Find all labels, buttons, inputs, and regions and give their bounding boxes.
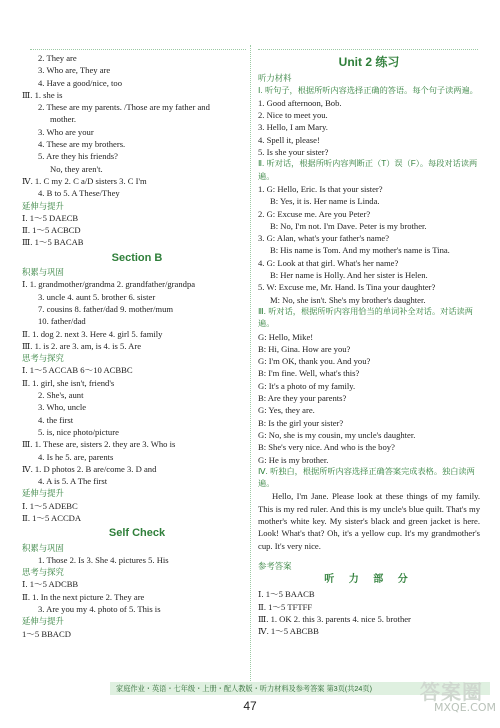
- left-line-29: 4. the first: [38, 414, 74, 425]
- left-line-7: 4. These are my brothers.: [38, 139, 126, 150]
- left-line-10: Ⅳ. 1. C my 2. C a/D sisters 3. C I'm: [22, 175, 147, 186]
- right-line-21: B: Hi, Gina. How are you?: [258, 343, 351, 354]
- watermark-text: 答案圈: [420, 680, 483, 704]
- left-line-35: 延伸与提升: [22, 488, 64, 499]
- right-line-11: 2. G: Excuse me. Are you Peter?: [258, 208, 371, 219]
- left-line-4: 2. These are my parents. /Those are my father and: [38, 102, 210, 113]
- right-line-34: 参考答案: [258, 560, 292, 571]
- right-line-12: B: No, I'm not. I'm Dave. Peter is my brother.: [270, 220, 427, 231]
- right-line-3: 1. Good afternoon, Bob.: [258, 97, 342, 108]
- right-line-13: 3. G: Alan, what's your father's name?: [258, 233, 390, 244]
- right-line-25: B: Are they your parents?: [258, 393, 347, 404]
- right-line-1: 听力材料: [258, 73, 292, 84]
- left-line-3: Ⅲ. 1. she is: [22, 89, 63, 100]
- left-line-27: 2. She's, aunt: [38, 390, 84, 401]
- right-line-10: B: Yes, it is. Her name is Linda.: [270, 196, 380, 207]
- left-line-17: 积累与巩固: [22, 267, 64, 278]
- left-line-8: 5. Are they his friends?: [38, 151, 118, 162]
- right-line-22: G: I'm OK, thank you. And you?: [258, 356, 371, 367]
- left-line-34: 4. A is 5. A The first: [38, 476, 108, 487]
- right-line-14: B: His name is Tom. And my mother's name is Tina.: [270, 245, 450, 256]
- right-line-39: Ⅳ. 1～5 ABCBB: [258, 626, 319, 637]
- top-rule-right: [258, 49, 478, 51]
- right-line-28: G: No, she is my cousin, my uncle's daughter.: [258, 429, 416, 440]
- left-line-1: 3. Who are, They are: [38, 65, 111, 76]
- right-column: [258, 52, 480, 638]
- left-line-41: 思考与探究: [22, 567, 64, 578]
- right-line-26: G: Yes, they are.: [258, 405, 315, 416]
- left-line-12: 延伸与提升: [22, 200, 64, 211]
- left-line-24: 思考与探究: [22, 353, 64, 364]
- right-line-38: Ⅲ. 1. OK 2. this 3. parents 4. nice 5. brother: [258, 614, 411, 625]
- left-line-18: Ⅰ. 1. grandmother/grandma 2. grandfather/grandpa: [22, 279, 196, 290]
- right-line-20: G: Hello, Mike!: [258, 331, 314, 342]
- right-line-9: 1. G: Hello, Eric. Is that your sister?: [258, 183, 383, 194]
- right-line-7: 5. Is she your sister?: [258, 147, 329, 158]
- right-line-5: 3. Hello, I am Mary.: [258, 122, 328, 133]
- left-line-21: 10. father/dad: [38, 316, 86, 327]
- right-line-17: 5. W: Excuse me, Mr. Hand. Is Tina your daughter?: [258, 282, 436, 293]
- right-line-16: B: Her name is Holly. And her sister is Helen.: [270, 270, 428, 281]
- right-line-33: [258, 552, 480, 560]
- right-line-23: B: I'm fine. Well, what's this?: [258, 368, 360, 379]
- page-footer: 家庭作业・英语・七年级・上册・配人教版・听力材料及参考答案 第3页(共24页): [110, 682, 490, 695]
- left-line-32: 4. Is he 5. are, parents: [38, 451, 114, 462]
- left-line-45: 延伸与提升: [22, 616, 64, 627]
- right-line-4: 2. Nice to meet you.: [258, 110, 328, 121]
- left-line-30: 5. is, nice photo/picture: [38, 426, 119, 437]
- left-line-26: Ⅱ. 1. girl, she isn't, friend's: [22, 377, 115, 388]
- page-number: 47: [243, 699, 257, 713]
- right-line-35: 听 力 部 分: [324, 574, 414, 586]
- left-line-14: Ⅱ. 1～5 ACBCD: [22, 225, 81, 236]
- left-line-43: Ⅱ. 1. In the next picture 2. They are: [22, 591, 145, 602]
- left-line-9: No, they aren't.: [50, 163, 103, 174]
- left-column: [22, 52, 252, 640]
- left-line-22: Ⅱ. 1. dog 2. next 3. Here 4. girl 5. family: [22, 328, 163, 339]
- right-line-15: 4. G: Look at that girl. What's her name?: [258, 257, 399, 268]
- left-line-13: Ⅰ. 1～5 DAECB: [22, 212, 79, 223]
- left-line-2: 4. Have a good/nice, too: [38, 77, 123, 88]
- right-line-37: Ⅱ. 1～5 TFTFF: [258, 601, 313, 612]
- right-line-8: Ⅱ. 听对话，根据所听内容判断正（T）误（F）。每段对话读两遍。: [258, 159, 478, 181]
- left-line-31: Ⅲ. 1. These are, sisters 2. they are 3. Who is: [22, 439, 176, 450]
- right-line-32: Hello, I'm Jane. Please look at these things of my family. This is my red ruler. And this is my uncle's blue quilt. That's my mother's white key. My sister's black and green jacket is here. Look! What's that? Oh, it's a yellow cup. It's my grandmother's cup. It's very nice.: [258, 491, 480, 551]
- left-line-42: Ⅰ. 1～5 ADCBB: [22, 579, 79, 590]
- left-line-6: 3. Who are your: [38, 126, 94, 137]
- left-line-37: Ⅱ. 1～5 ACCDA: [22, 512, 82, 523]
- top-rule-left: [30, 49, 246, 51]
- watermark-logo: [420, 676, 496, 722]
- right-line-31: Ⅳ. 听独白，根据所听内容选择正确答案完成表格。独白读两遍。: [258, 466, 475, 489]
- right-line-30: G: He is my brother.: [258, 454, 329, 465]
- right-line-29: B: She's very nice. And who is the boy?: [258, 442, 395, 453]
- left-line-20: 7. cousins 8. father/dad 9. mother/mum: [38, 303, 174, 314]
- left-line-33: Ⅳ. 1. D photos 2. B are/come 3. D and: [22, 463, 157, 474]
- left-line-23: Ⅲ. 1. is 2. are 3. am, is 4. is 5. Are: [22, 340, 142, 351]
- right-line-19: Ⅲ. 听对话，根据所听内容用恰当的单词补全对话。对话读两遍。: [258, 306, 473, 329]
- left-line-15: Ⅲ. 1～5 BACAB: [22, 237, 84, 248]
- right-line-0: Unit 2 练习: [338, 55, 400, 69]
- left-line-36: Ⅰ. 1～5 ADEBC: [22, 500, 78, 511]
- right-line-36: Ⅰ. 1～5 BAACB: [258, 589, 315, 600]
- right-line-24: G: It's a photo of my family.: [258, 380, 356, 391]
- watermark-url: MXQE.COM: [434, 701, 496, 714]
- left-line-28: 3. Who, uncle: [38, 402, 87, 413]
- left-line-16: Section B: [111, 251, 163, 264]
- left-line-11: 4. B to 5. A These/They: [38, 188, 120, 199]
- right-line-27: B: Is the girl your sister?: [258, 417, 344, 428]
- left-line-46: 1～5 BBACD: [22, 628, 71, 639]
- left-line-0: 2. They are: [38, 53, 77, 63]
- left-line-39: 积累与巩固: [22, 542, 64, 553]
- left-line-19: 3. uncle 4. aunt 5. brother 6. sister: [38, 291, 156, 302]
- right-line-18: M: No, she isn't. She's my brother's daughter.: [270, 294, 426, 305]
- left-line-38: Self Check: [108, 527, 166, 540]
- right-line-2: Ⅰ. 听句子，根据所听内容选择正确的答语。每个句子读两遍。: [258, 85, 478, 95]
- left-line-44: 3. Are you my 4. photo of 5. This is: [38, 604, 161, 615]
- left-line-25: Ⅰ. 1～5 ACCAB 6～10 ACBBC: [22, 365, 133, 376]
- right-line-6: 4. Spell it, please!: [258, 134, 320, 145]
- left-line-5: mother.: [50, 114, 77, 125]
- left-line-40: 1. Those 2. Is 3. She 4. pictures 5. His: [38, 554, 169, 565]
